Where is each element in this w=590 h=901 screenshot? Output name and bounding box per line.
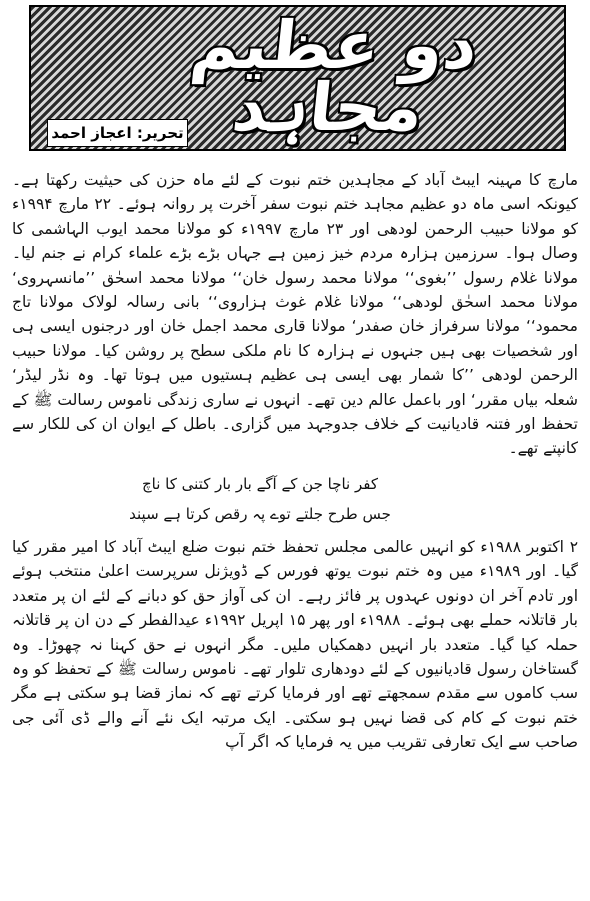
article-title: دو عظیم مجاہد	[187, 7, 482, 146]
article-paragraph-2: ۲ اکتوبر ۱۹۸۸ء کو انہیں عالمی مجلس تحفظ ختم نبوت ضلع ایبٹ آباد کا امیر مقرر کیا گیا۔ اور ۱۹۸۹ء میں وہ ختم نبوت یوتھ فورس کے ڈویژنل سرپرست اعلیٰ منتخب ہوئے اور تادم آخر ان دونوں عہدوں پر فائز رہے۔ ان کی آواز حق کو دبانے کے لئے ان پر متعدد بار قاتلانہ حملے بھی ہوئے۔ ۱۹۸۸ء اور پھر ۱۵ اپریل ۱۹۹۲ء عیدالفطر کے دن ان پر قاتلانہ حملہ کیا گیا۔ متعدد بار انہیں دھمکیاں ملیں۔ مگر انہوں نے حق کہنا نہ چھوڑا۔ وہ گستاخان رسول قادیانیوں کے لئے دودھاری تلوار تھے۔ ناموس رسالت ﷺ کے تحفظ کو وہ سب کاموں سے مقدم سمجھتے تھے اور فرمایا کرتے تھے کہ نماز قضا ہو سکتی ہے مگر ختم نبوت کے کام کی قضا نہیں ہو سکتی۔ ایک مرتبہ ایک نئے آنے والے ڈی آئی جی صاحب سے ایک تعارفی تقریب میں یہ فرمایا کہ اگر آپ	[12, 537, 579, 752]
poem-line-1: کفر ناچا جن کے آگے بار بار کتنی کا ناچ	[141, 474, 379, 493]
article-paragraph-1: مارچ کا مہینہ ایبٹ آباد کے مجاہدین ختم نبوت کے لئے ماہ حزن کی حیثیت رکھتا ہے۔ کیونکہ اسی ماہ دو عظیم مجاہد ختم نبوت سفر آخرت پر روانہ ہوئے۔ ۲۲ مارچ ۱۹۹۴ء کو مولانا حبیب الرحمن لودھی اور ۲۳ مارچ ۱۹۹۷ء کو مولانا محمد ایوب الہاشمی کا وصال ہوا۔ سرزمین ہزارہ مردم خیز زمین ہے جہاں بڑے بڑے علماء کرام نے جنم لیا۔ مولانا غلام رسول ’’بغوی‘‘ مولانا محمد رسول خان‘‘ مولانا محمد اسحٰق ’’مانسہروی‘ مولانا محمد اسحٰق لودھی‘‘ مولانا غلام غوث ہزاروی‘‘ بانی رسالہ لولاک مولانا تاج محمود‘‘ مولانا سرفراز خان صفدر‘ مولانا قاری محمد اجمل خان اور درجنوں ایسی ہی اور شخصیات بھی ہیں جنہوں نے ہزارہ کا نام ملکی سطح پر روشن کیا۔ مولانا حبیب الرحمن لودھی ’’کا شمار بھی ایسی ہی عظیم ہستیوں میں ہوتا تھا۔ وہ نڈر لیڈر‘ شعلہ بیاں مقرر‘ اور باعمل عالم دین تھے۔ انہوں نے ساری زندگی ناموس رسالت ﷺ کے تحفظ اور فتنہ قادیانیت کے خلاف جدوجہد میں گزاری۔ باطل کے ایوان ان کی للکار سے کانپتے تھے۔	[12, 171, 578, 458]
poem-couplet	[12, 469, 578, 529]
poem-line-2: جس طرح جلتے توے پہ رقص کرتا ہے سپند	[129, 504, 391, 523]
article-banner	[29, 5, 566, 151]
author-byline: تحریر: اعجاز احمد	[47, 119, 188, 147]
article-body	[12, 168, 578, 755]
